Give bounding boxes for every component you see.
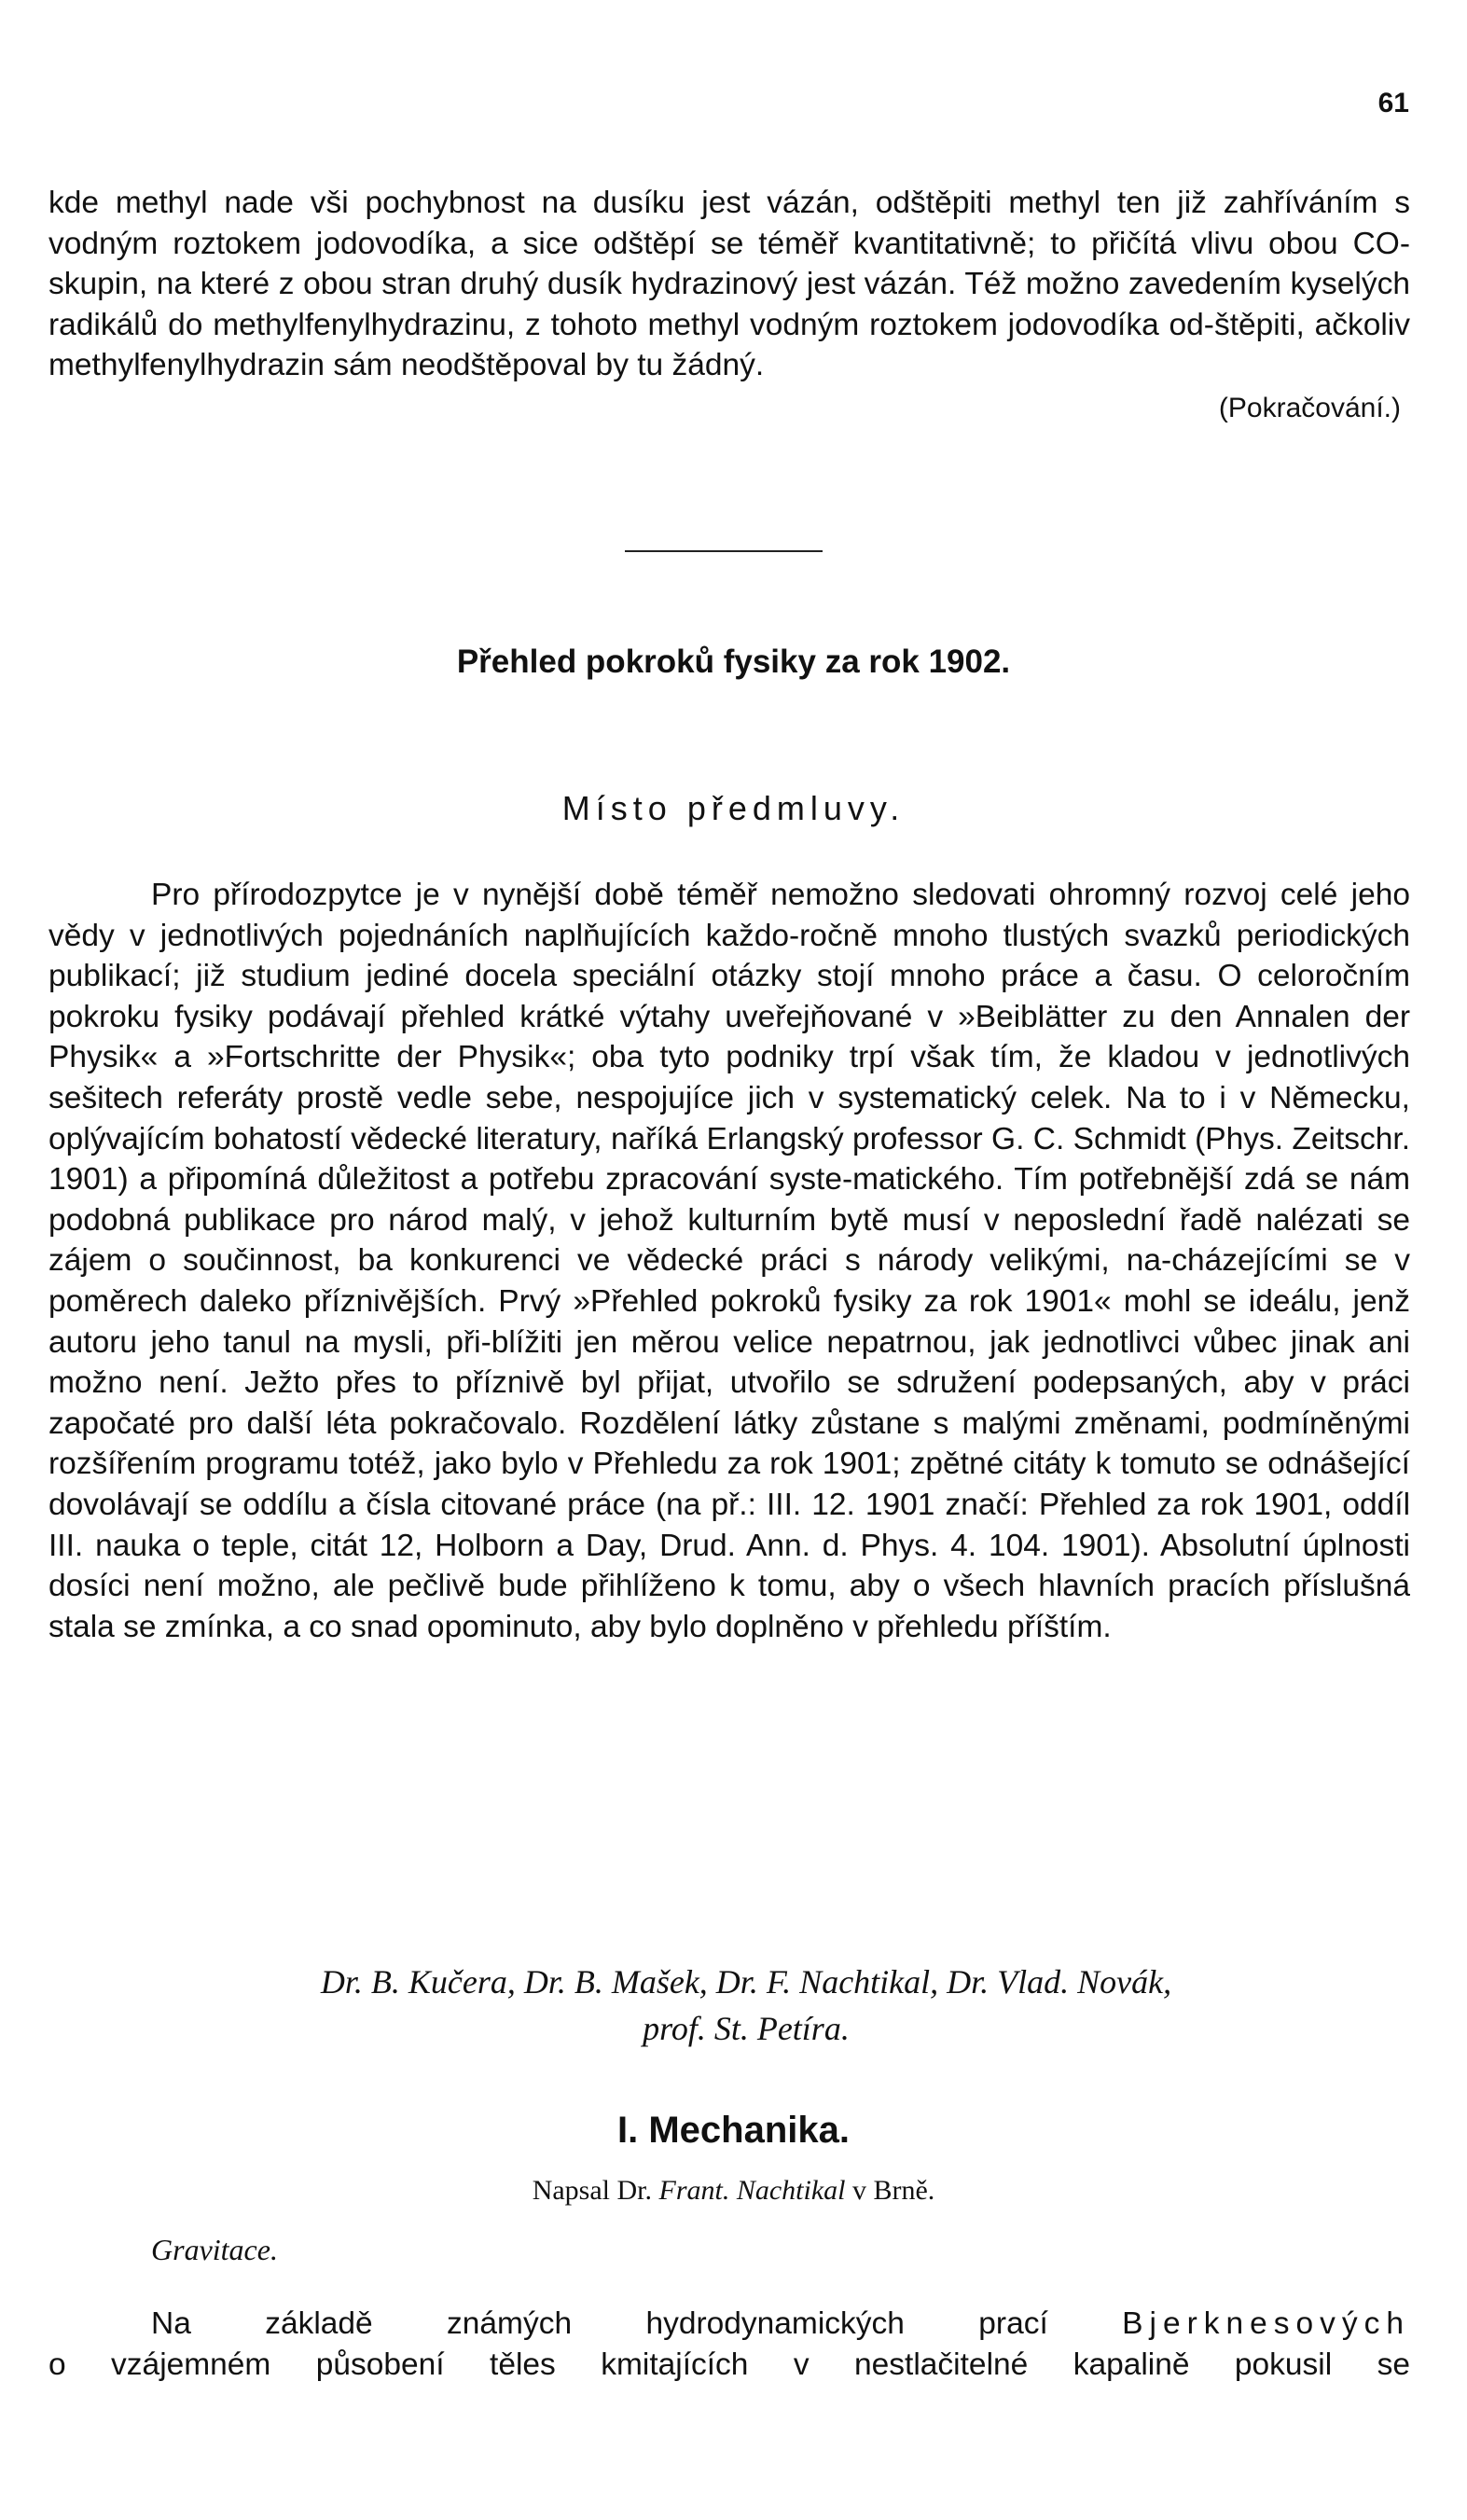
continuation-line: kvantitativně; to přičítá vlivu obou CO-skupin, na které z obou stran druhý	[48, 226, 1410, 302]
byline-prefix: Napsal Dr.	[532, 2175, 652, 2206]
continuation-line: dusík hydrazinový jest vázán. Též možno zavedením kyselých radikálů do	[48, 267, 1410, 342]
intro-line: malý, v jehož kulturním bytě musí v neposlední řadě nalézati se zájem	[48, 1202, 1410, 1279]
continuation-line: methylfenylhydrazinu, z tohoto methyl vodným roztokem jodovodíka od-	[213, 307, 1214, 342]
intro-paragraph	[48, 875, 1410, 1647]
intro-line: rok 1901, oddíl III. nauka o teple, citát 12, Holborn a Day, Drud. Ann.	[48, 1487, 1411, 1563]
intro-line: d. Phys. 4. 104. 1901). Absolutní úplnosti dosíci není možno, ale pečlivě	[48, 1528, 1410, 1604]
intro-text	[48, 875, 1410, 1647]
continuation-line: ten již zahříváním s vodným roztokem jodovodíka, a sice odštěpí se téměř	[48, 186, 1411, 261]
intro-line: cházejícími se v poměrech daleko příznivějších. Prvý »Přehled pokroků	[48, 1243, 1410, 1319]
subsection-heading: Gravitace.	[151, 2233, 278, 2266]
byline-author: Frant. Nachtikal	[658, 2175, 846, 2206]
intro-line: aby v práci započaté pro další léta pokračovalo. Rozdělení látky zůstane	[48, 1365, 1410, 1441]
continuation-text	[48, 183, 1410, 386]
authors-line-1: Dr. B. Kučera, Dr. B. Mašek, Dr. F. Nachtikal, Dr. Vlad. Novák,	[320, 1963, 1172, 2001]
intro-line: bude přihlíženo k tomu, aby o všech hlavních pracích příslušná stala se	[48, 1569, 1410, 1644]
intro-line: nespojujíce jich v systematický celek. Na to i v Německu, oplývajícím	[48, 1080, 1410, 1156]
authors-signature	[103, 1959, 1390, 2052]
byline-suffix: v Brně.	[851, 2175, 935, 2206]
intro-line: se oddílu a čísla citované práce (na př.: III. 12. 1901 značí: Přehled za	[199, 1487, 1200, 1522]
section-line-2: o vzájemném působení těles kmitajících v nestlačitelné kapalině pokusil se	[48, 2347, 1410, 2382]
section-text	[48, 2304, 1410, 2345]
section-line-1-text: Na základě známých hydrodynamických prací	[151, 2306, 1048, 2341]
section-divider	[625, 550, 823, 552]
intro-line: s malými změnami, podmíněnými rozšířením programu totéž, jako bylo	[48, 1405, 1410, 1482]
intro-line: v Přehledu za rok 1901; zpětné citáty k tomuto se odnášející dovolávají	[48, 1447, 1410, 1522]
section-heading: I. Mechanika.	[617, 2110, 850, 2151]
intro-line: bohatostí vědecké literatury, naříká Erlangský professor G. C. Schmidt	[213, 1121, 1196, 1156]
intro-line: fysiky podávají přehled krátké výtahy uveřejňované v »Beiblätter zu den	[174, 999, 1236, 1034]
continuation-paragraph	[48, 183, 1410, 429]
intro-line: fysiky za rok 1901« mohl se ideálu, jenž autoru jeho tanul na mysli, při-	[48, 1283, 1411, 1360]
intro-line: Pro přírodozpytce je v nynější době téměř nemožno sledovati ohromný	[151, 878, 1184, 912]
article-subtitle: Místo předmluvy.	[561, 789, 906, 827]
intro-line: (Phys. Zeitschr. 1901) a připomíná důležitost a potřebu zpracování syste-	[48, 1121, 1410, 1198]
to-be-continued-note: (Pokračování.)	[1218, 392, 1401, 423]
intro-line: však tím, že kladou v jednotlivých sešitech referáty prostě vedle sebe,	[48, 1040, 1410, 1115]
intro-line: o součinnost, ba konkurenci ve vědecké práci s národy velikými, na-	[148, 1243, 1172, 1279]
intro-line: zmínka, a co snad opominuto, aby bylo doplněno v přehledu příštím.	[164, 1609, 1112, 1644]
intro-line: rozvoj celé jeho vědy v jednotlivých pojednáních naplňujících každo-	[48, 878, 1410, 953]
continuation-line: štěpiti, ačkoliv methylfenylhydrazin sám neodštěpoval by tu žádný.	[48, 307, 1410, 383]
intro-line: ročně mnoho tlustých svazků periodických publikací; již studium jediné	[48, 918, 1410, 994]
section-byline	[0, 2175, 1467, 2207]
intro-line: Annalen der Physik« a »Fortschritte der Physik«; oba tyto podniky trpí	[48, 999, 1410, 1075]
continuation-line: kde methyl nade vši pochybnost na dusíku jest vázán, odštěpiti methyl	[48, 186, 1117, 220]
section-paragraph	[48, 2304, 1410, 2385]
bjerknes-name: Bjerknesových	[1122, 2306, 1411, 2341]
intro-line: docela speciální otázky stojí mnoho práce a času. O celoročním pokroku	[48, 959, 1410, 1034]
article-title: Přehled pokroků fysiky za rok 1902.	[456, 644, 1011, 680]
intro-line: není. Ježto přes to příznivě byl přijat, utvořilo se sdružení podepsaných,	[159, 1365, 1244, 1401]
intro-line: matického. Tím potřebnější zdá se nám podobná publikace pro národ	[48, 1162, 1410, 1238]
page-number: 61	[1377, 88, 1409, 118]
authors-line-2: prof. St. Petíra.	[643, 2010, 850, 2047]
intro-line: blížiti jen měrou velice nepatrnou, jak jednotlivci vůbec jinak ani možno	[48, 1324, 1410, 1401]
